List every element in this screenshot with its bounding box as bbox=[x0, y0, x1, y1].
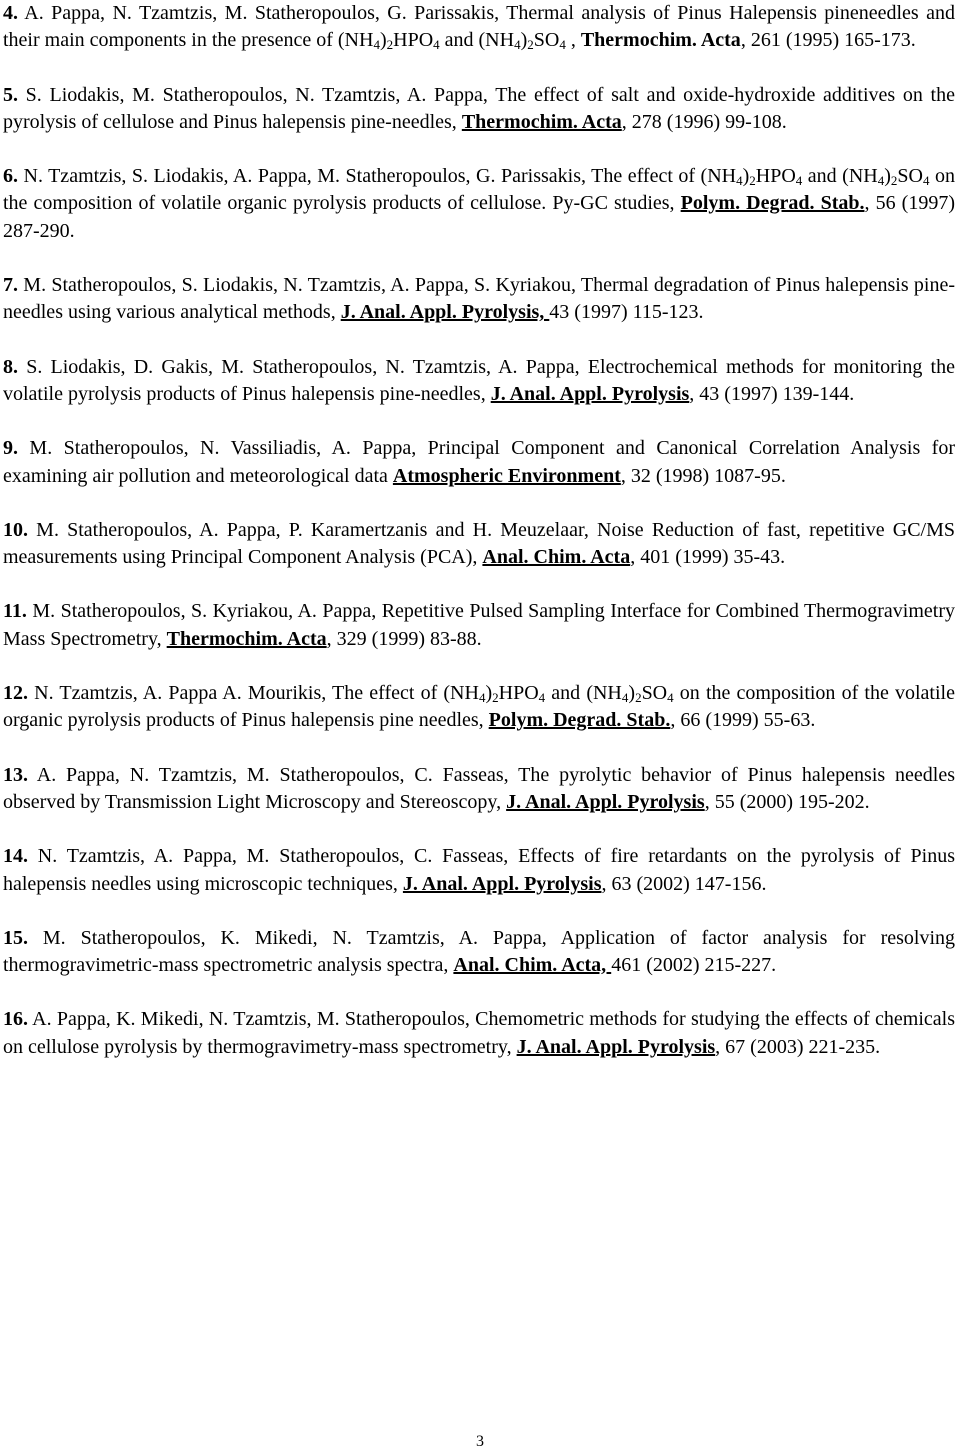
reference-text: M. Statheropoulos, S. Liodakis, N. Tzamtzis, A. Pappa, S. Kyriakou, Thermal degradation of Pinus halepensis pine-needles using various analytical methods, bbox=[3, 274, 955, 324]
subscript: 2 bbox=[890, 173, 898, 189]
subscript: 4 bbox=[538, 690, 546, 706]
reference-text: A. Pappa, N. Tzamtzis, M. Statheropoulos, G. Parissakis, Thermal analysis of Pinus Halepensis pineneedles and their main components in the presence of (NH bbox=[3, 2, 955, 52]
reference-text: SO bbox=[641, 682, 668, 705]
reference-text: and (NH bbox=[545, 682, 622, 705]
reference-text: on the composition of the volatile organic pyrolysis products of Pinus halepensis pine needles, bbox=[3, 682, 955, 732]
reference-text: , bbox=[565, 29, 581, 52]
reference-item bbox=[3, 354, 955, 409]
reference-citation: , 66 (1999) 55-63. bbox=[670, 709, 816, 732]
reference-text: ) bbox=[884, 165, 891, 188]
reference-text: HPO bbox=[393, 29, 434, 52]
reference-text: HPO bbox=[755, 165, 796, 188]
reference-item bbox=[3, 680, 955, 735]
subscript: 4 bbox=[877, 173, 885, 189]
journal-name: Thermochim. Acta bbox=[166, 627, 327, 650]
reference-text: A. Pappa, K. Mikedi, N. Tzamtzis, M. Statheropoulos, Chemometric methods for studying the effects of chemicals on cellulose pyrolysis by thermogravimetry-mass spectrometry, bbox=[3, 1008, 955, 1058]
reference-item bbox=[3, 435, 955, 490]
subscript: 2 bbox=[386, 37, 394, 53]
reference-number: 8. bbox=[3, 355, 18, 378]
subscript: 4 bbox=[514, 37, 521, 53]
reference-citation: , 401 (1999) 35-43. bbox=[630, 546, 786, 569]
journal-name: Anal. Chim. Acta bbox=[482, 546, 631, 569]
reference-citation: , 55 (2000) 195-202. bbox=[704, 790, 870, 813]
reference-text: ) bbox=[379, 29, 387, 52]
reference-text: S. Liodakis, D. Gakis, M. Statheropoulos, N. Tzamtzis, A. Pappa, Electrochemical methods for monitoring the volatile pyrolysis products of Pinus halepensis pine-needles, bbox=[3, 355, 955, 405]
subscript: 2 bbox=[635, 690, 642, 706]
reference-item bbox=[3, 517, 955, 572]
journal-name: J. Anal. Appl. Pyrolysis bbox=[490, 382, 690, 405]
reference-item bbox=[3, 272, 955, 327]
subscript: 4 bbox=[433, 37, 440, 53]
reference-text: HPO bbox=[498, 682, 539, 705]
reference-number: 7. bbox=[3, 274, 18, 297]
reference-citation: , 278 (1996) 99-108. bbox=[621, 110, 787, 133]
journal-name: Polym. Degrad. Stab. bbox=[680, 192, 865, 215]
reference-list bbox=[3, 0, 955, 1088]
journal-name: J. Anal. Appl. Pyrolysis bbox=[402, 872, 602, 895]
reference-text: M. Statheropoulos, A. Pappa, P. Karamertzanis and H. Meuzelaar, Noise Reduction of fast, repetitive GC/MS measurements using Principal Component Analysis (PCA), bbox=[3, 518, 955, 569]
journal-name: J. Anal. Appl. Pyrolysis bbox=[506, 790, 705, 813]
reference-number: 15. bbox=[3, 926, 28, 949]
reference-item bbox=[3, 925, 955, 980]
reference-number: 12. bbox=[3, 682, 28, 705]
subscript: 4 bbox=[559, 37, 566, 53]
reference-number: 14. bbox=[3, 845, 28, 868]
reference-number: 13. bbox=[3, 763, 28, 786]
journal-name: Anal. Chim. Acta, bbox=[453, 954, 612, 977]
subscript: 4 bbox=[667, 690, 674, 706]
reference-text: N. Tzamtzis, A. Pappa A. Mourikis, The effect of (NH bbox=[28, 682, 479, 705]
reference-number: 6. bbox=[3, 165, 18, 188]
subscript: 4 bbox=[373, 37, 380, 53]
reference-citation: , 56 (1997) 287-290. bbox=[3, 192, 955, 242]
reference-text: SO bbox=[533, 29, 560, 52]
reference-text: ) bbox=[628, 682, 636, 705]
journal-name: J. Anal. Appl. Pyrolysis, bbox=[340, 301, 550, 324]
reference-item bbox=[3, 82, 955, 137]
reference-text: M. Statheropoulos, N. Vassiliadis, A. Pappa, Principal Component and Canonical Correlation Analysis for examining air pollution and meteorological data bbox=[3, 437, 955, 487]
reference-item bbox=[3, 762, 955, 817]
reference-text: ) bbox=[485, 682, 493, 705]
reference-text: M. Statheropoulos, S. Kyriakou, A. Pappa, Repetitive Pulsed Sampling Interface for Combined Thermogravimetry Mass Spectrometry, bbox=[3, 600, 955, 650]
journal-name: Atmospheric Environment bbox=[392, 464, 621, 487]
reference-citation: , 329 (1999) 83-88. bbox=[326, 627, 482, 650]
reference-text: and (NH bbox=[802, 165, 878, 188]
reference-citation: 461 (2002) 215-227. bbox=[611, 954, 777, 977]
reference-citation: , 43 (1997) 139-144. bbox=[689, 382, 855, 405]
reference-text: S. Liodakis, M. Statheropoulos, N. Tzamtzis, A. Pappa, The effect of salt and oxide-hydroxide additives on the pyrolysis of cellulose and Pinus halepensis pine-needles, bbox=[3, 83, 955, 133]
reference-citation: , 32 (1998) 1087-95. bbox=[620, 464, 786, 487]
page-number: 3 bbox=[476, 1433, 484, 1450]
reference-text: N. Tzamtzis, S. Liodakis, A. Pappa, M. Statheropoulos, G. Parissakis, The effect of (NH bbox=[18, 165, 737, 188]
reference-item bbox=[3, 1006, 955, 1061]
subscript: 2 bbox=[749, 173, 756, 189]
reference-text: SO bbox=[897, 165, 923, 188]
subscript: 2 bbox=[492, 690, 499, 706]
reference-citation: , 67 (2003) 221-235. bbox=[715, 1035, 881, 1058]
reference-number: 16. bbox=[3, 1008, 28, 1031]
reference-number: 10. bbox=[3, 518, 28, 541]
reference-number: 11. bbox=[3, 600, 27, 623]
reference-text: on the composition of volatile organic pyrolysis products of cellulose. Py-GC studies, bbox=[3, 165, 955, 215]
reference-text: N. Tzamtzis, A. Pappa, M. Statheropoulos, C. Fasseas, Effects of fire retardants on the pyrolysis of Pinus halepensis needles using microscopic techniques, bbox=[3, 845, 955, 895]
subscript: 4 bbox=[795, 173, 803, 189]
subscript: 4 bbox=[736, 173, 743, 189]
reference-item bbox=[3, 843, 955, 898]
reference-citation: , 261 (1995) 165-173. bbox=[740, 29, 916, 52]
reference-number: 4. bbox=[3, 2, 18, 24]
reference-citation: , 63 (2002) 147-156. bbox=[601, 872, 767, 895]
journal-name: Polym. Degrad. Stab. bbox=[488, 709, 671, 732]
reference-citation: 43 (1997) 115-123. bbox=[549, 301, 704, 324]
reference-text: and (NH bbox=[439, 29, 515, 52]
subscript: 4 bbox=[922, 173, 930, 189]
reference-number: 5. bbox=[3, 83, 18, 106]
journal-name: Thermochim. Acta bbox=[580, 29, 741, 52]
journal-name: Thermochim. Acta bbox=[461, 110, 622, 133]
reference-text: ) bbox=[520, 29, 528, 52]
subscript: 4 bbox=[478, 690, 486, 706]
reference-item bbox=[3, 598, 955, 653]
reference-text: M. Statheropoulos, K. Mikedi, N. Tzamtzis, A. Pappa, Application of factor analysis for resolving thermogravimetric-mass spectrometric analysis spectra, bbox=[3, 926, 955, 977]
reference-item bbox=[3, 163, 955, 245]
reference-text: ) bbox=[742, 165, 750, 188]
reference-number: 9. bbox=[3, 437, 18, 460]
subscript: 4 bbox=[621, 690, 629, 706]
journal-name: J. Anal. Appl. Pyrolysis bbox=[516, 1035, 716, 1058]
reference-text: A. Pappa, N. Tzamtzis, M. Statheropoulos, C. Fasseas, The pyrolytic behavior of Pinus halepensis needles observed by Transmission Light Microscopy and Stereoscopy, bbox=[3, 763, 955, 813]
subscript: 2 bbox=[527, 37, 534, 53]
reference-item bbox=[3, 0, 955, 55]
